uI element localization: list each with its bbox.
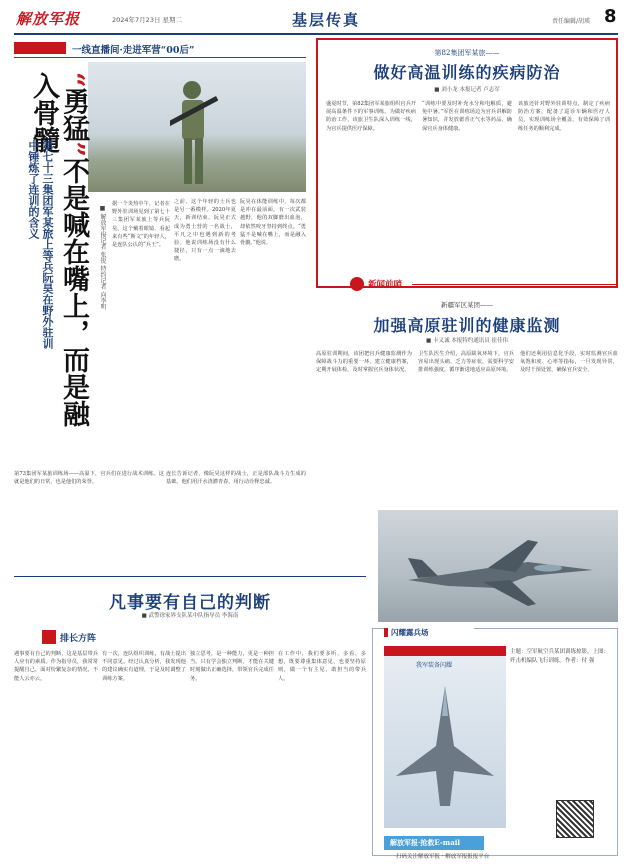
frontier-label: 新闻前哨 xyxy=(368,280,403,290)
jet-icon xyxy=(378,510,618,622)
banner-text: 一线直播间·走进军营“00后” xyxy=(72,45,195,56)
flash-header xyxy=(384,626,474,638)
qr-area xyxy=(506,800,606,840)
feature-byline: ■ 解放军报记者 张锐 特约记者 向李明 xyxy=(99,205,106,310)
soldier-figure-icon xyxy=(170,76,218,190)
frontier-byline: ■ 卡义诚 本报特约通讯员 崔佳伟 xyxy=(426,338,508,344)
editor-credit: 责任编辑/胡瑛 xyxy=(552,18,591,25)
frontier-body-col3: 他们还利用信息化手段，实时监测官兵血氧饱和度、心率等指标，一旦发现异常，及时干预处置，确保官兵安全。 xyxy=(520,351,618,374)
page-number: 8 xyxy=(604,6,617,27)
newspaper-logo: 解放军报 xyxy=(16,10,81,28)
email-badge[interactable] xyxy=(384,836,484,850)
feature-body-col2: 之前，这个年轻的士兵也是另一番模样。2020年夏天，新训结束，阮昊正式成为勇士营的一名战士，平凡之中也遇到新的考验。他说训练场没有什么捷径，只有一点一滴地去磨。 xyxy=(174,199,236,263)
issue-date: 2024年7月23日 星期二 xyxy=(112,16,183,24)
judgment-body-col1: 遇事要有自己的判断，这是基层带兵人应有的素质。作为指导员，我常常提醒自己，面对纷繁复杂的情况，不能人云亦云。 xyxy=(14,651,98,682)
frontier-body-col1: 高原驻训期间，该团把官兵健康监测作为保障战斗力的重要一环，建立健康档案，定期开展体检，及时掌握官兵身体状况。 xyxy=(316,351,412,374)
flash-bar-icon xyxy=(384,628,388,637)
header-rule xyxy=(14,33,618,35)
aircraft-poster xyxy=(384,646,506,828)
poster-description xyxy=(510,648,610,666)
frontier-title: 加强高原驻训的健康监测 xyxy=(373,316,561,335)
email-badge-label: 解放军报·抢救E-mail xyxy=(390,838,461,847)
frontier-dot-icon xyxy=(350,277,364,291)
boxed-body-col2: “训练中要及时补充水分和电解质，避免中暑。”军医在训练场边为官兵讲解防暑知识，并发放藿香正气水等药品，确保官兵身体健康。 xyxy=(422,101,512,132)
frontier-kicker: 新疆军区某团—— xyxy=(441,301,493,309)
judgment-body-col2: 有一次，连队组织训练，有战士提出不同意见。经过认真分析，我发现他的建议确实有道理，于是及时调整了训练方案。 xyxy=(102,651,186,682)
banner-tag xyxy=(14,42,66,54)
quote-open: “ xyxy=(58,72,89,88)
qr-code-icon[interactable] xyxy=(556,800,594,838)
headline-keyword: 勇猛 xyxy=(58,87,89,142)
boxed-kicker: 第82集团军某旅—— xyxy=(434,49,500,57)
judgment-byline: ■ 武警徐家界支队某中队指导员 李海南 xyxy=(141,613,239,619)
subscribe-caption: 扫码关注解放军报 · 解放军报报报平台 xyxy=(396,854,490,860)
frontier-header xyxy=(350,277,618,291)
section-divider xyxy=(14,576,366,577)
aircraft-icon xyxy=(384,656,506,828)
poster-caption: 我军装备闪耀 xyxy=(416,662,453,669)
judgment-body-col3: 独立思考，是一种能力，更是一种担当。只有学会独立判断，才能在关键时刻做出正确选择，带领官兵完成任务。 xyxy=(190,651,274,682)
frontier-body-col2: 卫生队医生介绍，高原缺氧环境下，官兵容易出现头痛、乏力等症状，需要科学安排训练强度，循序渐进地适应高原环境。 xyxy=(418,351,514,374)
column-label-icon xyxy=(42,630,56,644)
masthead xyxy=(14,6,618,32)
section-title: 基层传真 xyxy=(292,11,361,29)
flash-label: 闪耀露兵场 xyxy=(391,628,429,637)
frontier-rule xyxy=(412,284,618,285)
soldier-photo xyxy=(88,62,306,192)
quote-close: ” xyxy=(58,141,89,158)
feature-body-col3: 阮昊在体能训练中，每次都是冲在最前面。有一次武装越野，他的双脚磨出血泡，却依然咬牙坚持到终点。“勇猛不是喊在嘴上，而是融入骨髓。”他说。 xyxy=(240,199,306,247)
boxed-title: 做好高温训练的疾病防治 xyxy=(373,63,561,82)
fighter-jet-photo xyxy=(378,510,618,622)
poster-caption-body: 主题：空军航空兵某团训练掠影。上图：歼击机编队飞行训练。作者：付 强 xyxy=(510,649,610,664)
boxed-byline: ■ 刘小龙 本报记者 卢志军 xyxy=(434,87,500,93)
column-label xyxy=(42,630,142,644)
feature-body-col4: 连长告诉记者，像阮昊这样的战士，正是部队战斗力生成的基础。他们用汗水浇灌青春，用行动诠释忠诚。 xyxy=(166,471,306,486)
poster-flag xyxy=(384,646,506,656)
boxed-body-col1: 盛夏时节，第82集团军某旅组织官兵开展高温条件下的军事训练。为做好疾病防治工作，该旅卫生队深入训练一线，为官兵提供医疗保障。 xyxy=(326,101,416,132)
headline-rest: 不是喊在嘴上，而是融入骨髓 xyxy=(28,72,89,428)
feature-subtitle: 第七十三集团军某旅上等兵阮昊在野外驻训中锤炼了连训的含义 xyxy=(27,140,54,349)
judgment-title: 凡事要有自己的判断 xyxy=(109,593,271,613)
boxed-body-col3: 该旅还针对野外驻训特点，制定了疾病防治方案，配备了巡诊车辆和医疗人员，实现训练场全覆盖，有效保障了训练任务的顺利完成。 xyxy=(518,101,610,132)
column-banner xyxy=(14,40,306,58)
feature-body-bottom: 第73集团军某旅训练场——高温下，官兵们在进行战术训练。这就是他们的日常，也是他们的荣誉。 xyxy=(14,471,164,486)
column-label-text: 排长方阵 xyxy=(60,634,97,644)
feature-body-col1: 据一个炎热中午，记者在野外驻训场见到了第七十三集团军某旅上等兵阮昊。这个戴着眼镜、看起来有些“斯文”的年轻人，是连队公认的“兵王”。 xyxy=(112,201,170,249)
boxed-article xyxy=(316,38,618,288)
judgment-body-col4: 在工作中，我们要多听、多看、多想，既要尊重集体意见，也要坚持原则，做一个有主见、敢担当的带兵人。 xyxy=(278,651,366,682)
